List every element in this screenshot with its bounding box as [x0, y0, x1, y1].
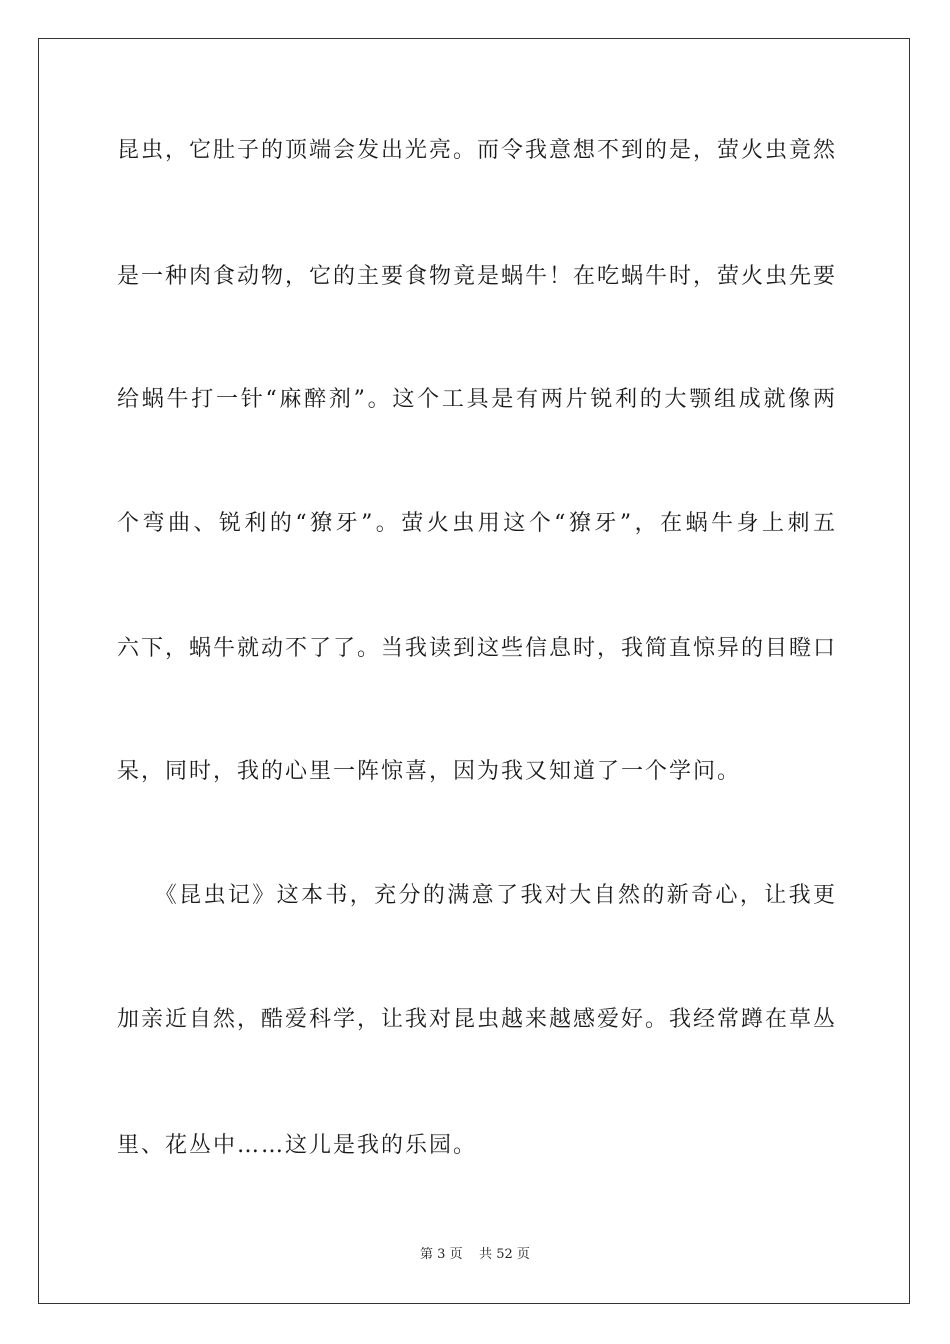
body-line-7: 《昆虫记》这本书，充分的满意了我对大自然的新奇心，让我更 — [117, 883, 837, 908]
body-line-1: 昆虫，它肚子的顶端会发出光亮。而令我意想不到的是，萤火虫竟然 — [117, 138, 838, 163]
body-line-3: 给蜗牛打一针“麻醉剂”。这个工具是有两片锐利的大颚组成就像两 — [117, 387, 837, 412]
body-line-9: 里、花丛中……这儿是我的乐园。 — [117, 1133, 478, 1158]
page-number: 第 3 页 — [420, 1247, 463, 1262]
page-border — [38, 38, 910, 1304]
body-line-2: 是一种肉食动物，它的主要食物竟是蜗牛！在吃蜗牛时，萤火虫先要 — [117, 264, 838, 289]
body-line-8: 加亲近自然，酷爱科学，让我对昆虫越来越感爱好。我经常蹲在草丛 — [117, 1007, 838, 1032]
body-line-5: 六下，蜗牛就动不了了。当我读到这些信息时，我简直惊异的目瞪口 — [117, 636, 838, 661]
body-line-4: 个弯曲、锐利的“獠牙”。萤火虫用这个“獠牙”，在蜗牛身上刺五 — [117, 511, 837, 536]
body-line-6: 呆，同时，我的心里一阵惊喜，因为我又知道了一个学问。 — [117, 759, 742, 784]
page-total: 共 52 页 — [479, 1247, 530, 1262]
page-footer — [0, 1246, 950, 1264]
